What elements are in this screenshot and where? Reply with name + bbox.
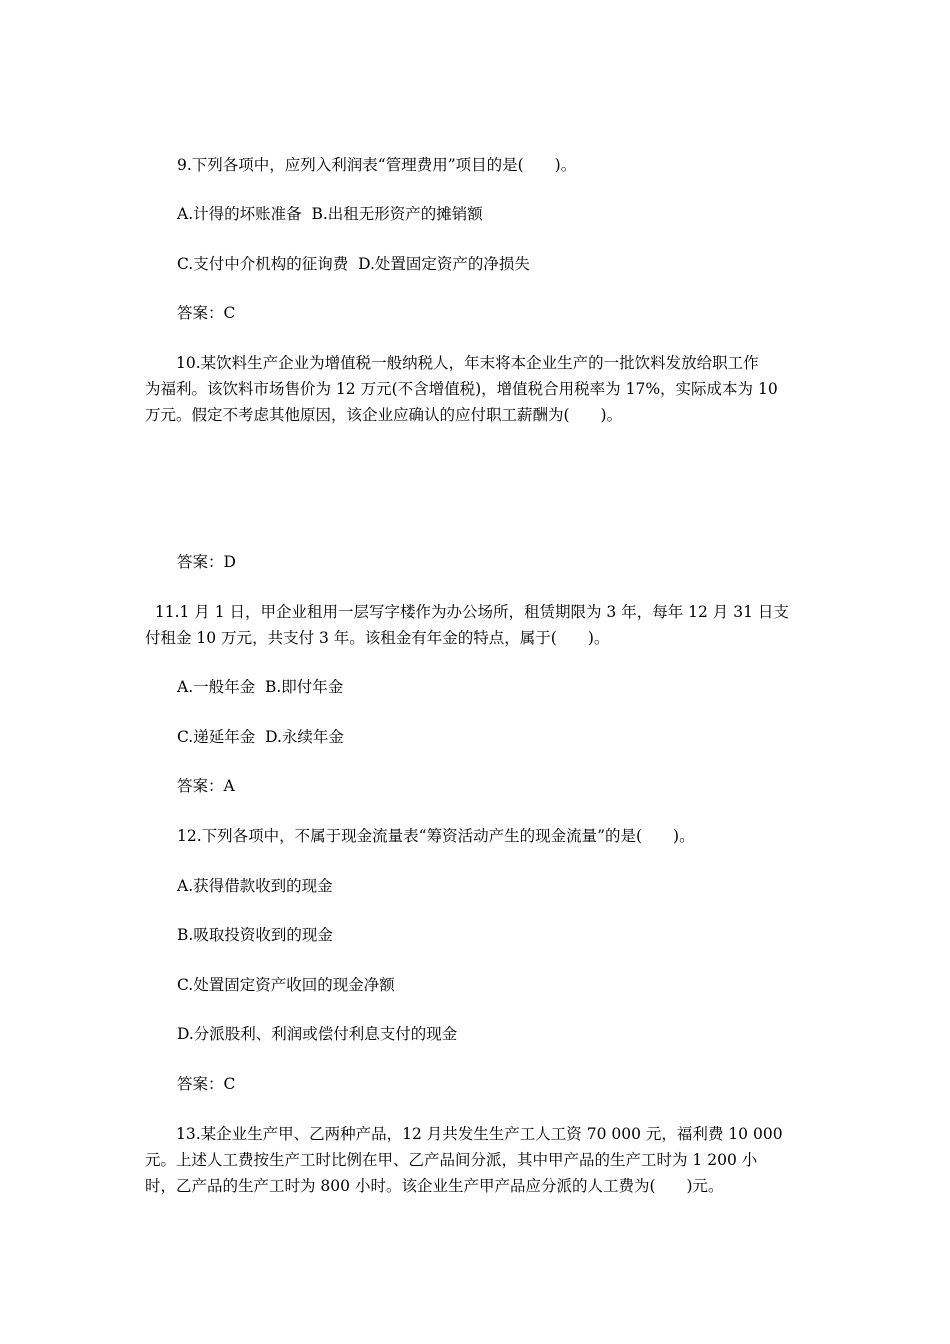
q10-question-line: 10.某饮料生产企业为增值税一般纳税人，年末将本企业生产的一批饮料发放给职工作 (145, 354, 759, 372)
q13-question-line: 元。上述人工费按生产工时比例在甲、乙产品间分派，其中甲产品的生产工时为 1 200 小 (145, 1151, 758, 1169)
q11-answer: 答案：A (177, 777, 235, 795)
q13-question (145, 1121, 810, 1199)
q10-question-line: 万元。假定不考虑其他原因，该企业应确认的应付职工薪酬为( )。 (145, 406, 623, 424)
q9-question: 9.下列各项中，应列入利润表“管理费用”项目的是( )。 (177, 156, 577, 174)
q11-options-ab: A.一般年金 B.即付年金 (177, 678, 344, 696)
q10-question-line: 为福利。该饮料市场售价为 12 万元(不含增值税)，增值税合用税率为 17%，实际成本为 10 (145, 380, 778, 398)
q10-question (145, 350, 810, 428)
q12-answer: 答案：C (177, 1075, 236, 1093)
q11-question (145, 599, 810, 651)
q11-options-cd: C.递延年金 D.永续年金 (177, 728, 344, 746)
q12-option-d: D.分派股利、利润或偿付利息支付的现金 (177, 1025, 458, 1043)
q10-answer: 答案：D (177, 553, 236, 571)
q9-options-ab: A.计得的坏账准备 B.出租无形资产的摊销额 (177, 205, 483, 223)
q12-option-c: C.处置固定资产收回的现金净额 (177, 976, 395, 994)
q13-question-line: 13.某企业生产甲、乙两种产品，12 月共发生生产工人工资 70 000 元，福利费 10 000 (145, 1125, 783, 1143)
q12-option-b: B.吸取投资收到的现金 (177, 926, 333, 944)
q12-option-a: A.获得借款收到的现金 (177, 877, 333, 895)
q9-answer: 答案：C (177, 304, 236, 322)
q9-options-cd: C.支付中介机构的征询费 D.处置固定资产的净损失 (177, 255, 530, 273)
q11-question-line: 付租金 10 万元，共支付 3 年。该租金有年金的特点，属于( )。 (145, 629, 610, 647)
q11-question-line: 11.1 月 1 日，甲企业租用一层写字楼作为办公场所，租赁期限为 3 年，每年 12 月 31 日支 (145, 603, 789, 621)
q12-question: 12.下列各项中，不属于现金流量表“筹资活动产生的现金流量”的是( )。 (177, 827, 695, 845)
q13-question-line: 时，乙产品的生产工时为 800 小时。该企业生产甲产品应分派的人工费为( )元。 (145, 1177, 724, 1195)
